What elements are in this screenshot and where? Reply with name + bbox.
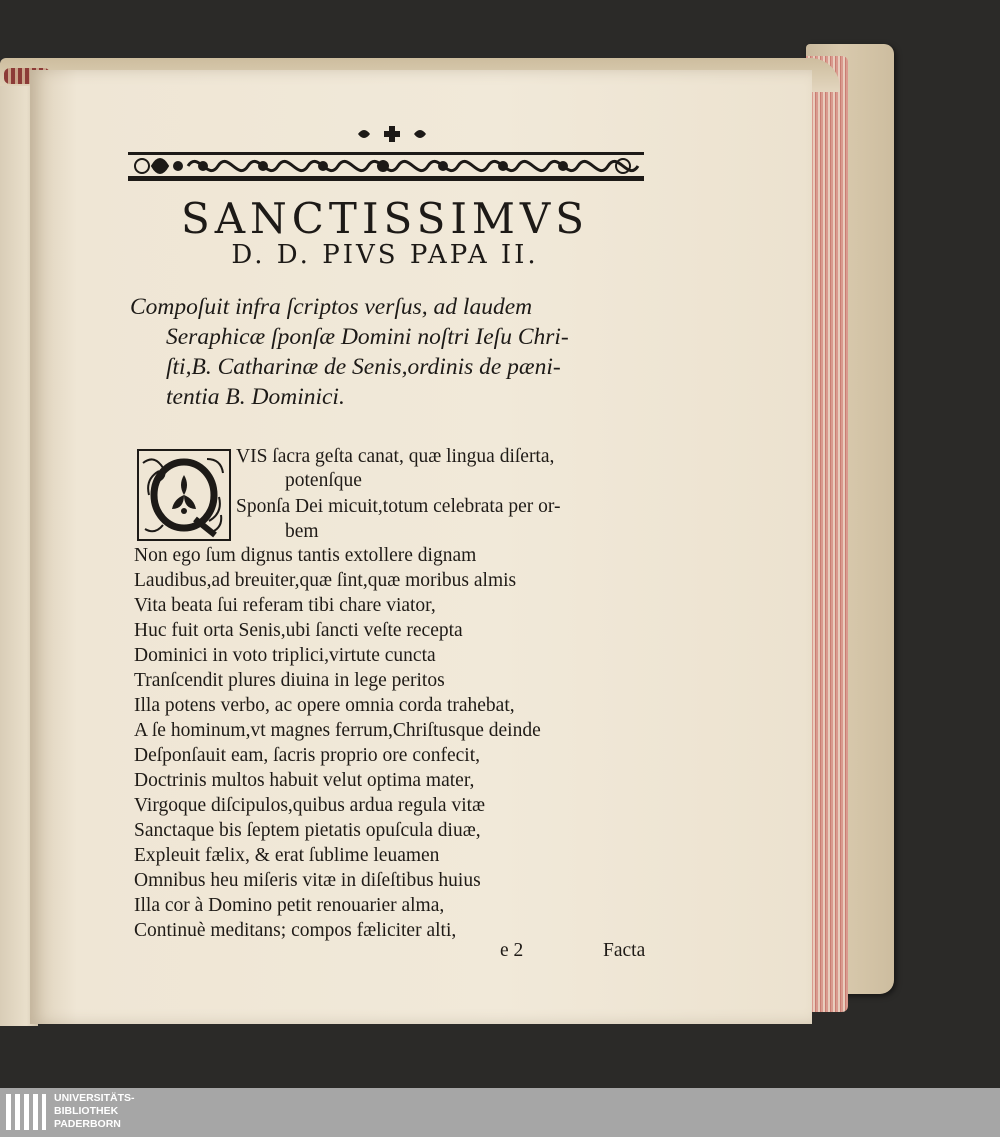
verse-line: Continuè meditans; compos fæliciter alti, (134, 920, 457, 941)
verse-line: bem (285, 521, 319, 542)
verse-line: Omnibus heu miſeris vitæ in diſeſtibus huius (134, 870, 481, 891)
library-logo-icon (4, 1090, 48, 1134)
heading-line: ſti,B. Catharinæ de Senis,ordinis de pæni- (166, 354, 561, 380)
verse-line: Vita beata ſui referam tibi chare viator, (134, 595, 436, 616)
catchword: Facta (603, 940, 646, 961)
small-ornament-icon (352, 124, 432, 144)
page-title: SANCTISSIMVS (180, 194, 590, 243)
heading-line: Compoſuit infra ſcriptos verſus, ad laudem (130, 294, 533, 320)
verse-line: Expleuit fælix, & erat ſublime leuamen (134, 845, 440, 866)
verse-line: Dominici in voto triplici,virtute cuncta (134, 645, 436, 666)
verse-line: Virgoque diſcipulos,quibus ardua regula vitæ (134, 795, 486, 816)
library-name-line: BIBLIOTHEK (54, 1105, 119, 1117)
heading-line: Seraphicæ ſponſæ Domini noſtri Ieſu Chri- (166, 324, 569, 350)
library-name-line: UNIVERSITÄTS- (54, 1092, 135, 1104)
decorated-initial (137, 449, 231, 541)
verse-line: Sanctaque bis ſeptem pietatis opuſcula diuæ, (134, 820, 481, 841)
verse-line: Laudibus,ad breuiter,quæ ſint,quæ moribus almis (134, 570, 517, 591)
signature-mark: e 2 (500, 940, 524, 961)
verse-line: Sponſa Dei micuit,totum celebrata per or- (236, 496, 561, 517)
footer-bar (0, 1088, 1000, 1137)
verse-line: A ſe hominum,vt magnes ferrum,Chriſtusque deinde (134, 720, 541, 741)
page-edges (806, 56, 848, 1012)
verse-line: Illa cor à Domino petit renouarier alma, (134, 895, 445, 916)
verse-line: Deſponſauit eam, ſacris proprio ore confecit, (134, 745, 480, 766)
page-subtitle-pope: D. D. PIVS PAPA II. (231, 240, 539, 270)
verse-line: Illa potens verbo, ac opere omnia corda trahebat, (134, 695, 515, 716)
verse-line: Non ego ſum dignus tantis extollere dignam (134, 545, 477, 566)
verse-line: VIS ſacra geſta canat, quæ lingua diſerta, (236, 446, 555, 467)
verse-line: potenſque (285, 470, 362, 491)
library-name (54, 1092, 135, 1131)
verse-line: Tranſcendit plures diuina in lege peritos (134, 670, 445, 691)
verse-line: Huc fuit orta Senis,ubi ſancti veſte recepta (134, 620, 463, 641)
italic-heading (130, 292, 650, 412)
heading-line: tentia B. Dominici. (166, 384, 345, 410)
verse-line: Doctrinis multos habuit velut optima mater, (134, 770, 475, 791)
ornament-band-icon (128, 146, 644, 188)
library-name-line: PADERBORN (54, 1118, 121, 1130)
